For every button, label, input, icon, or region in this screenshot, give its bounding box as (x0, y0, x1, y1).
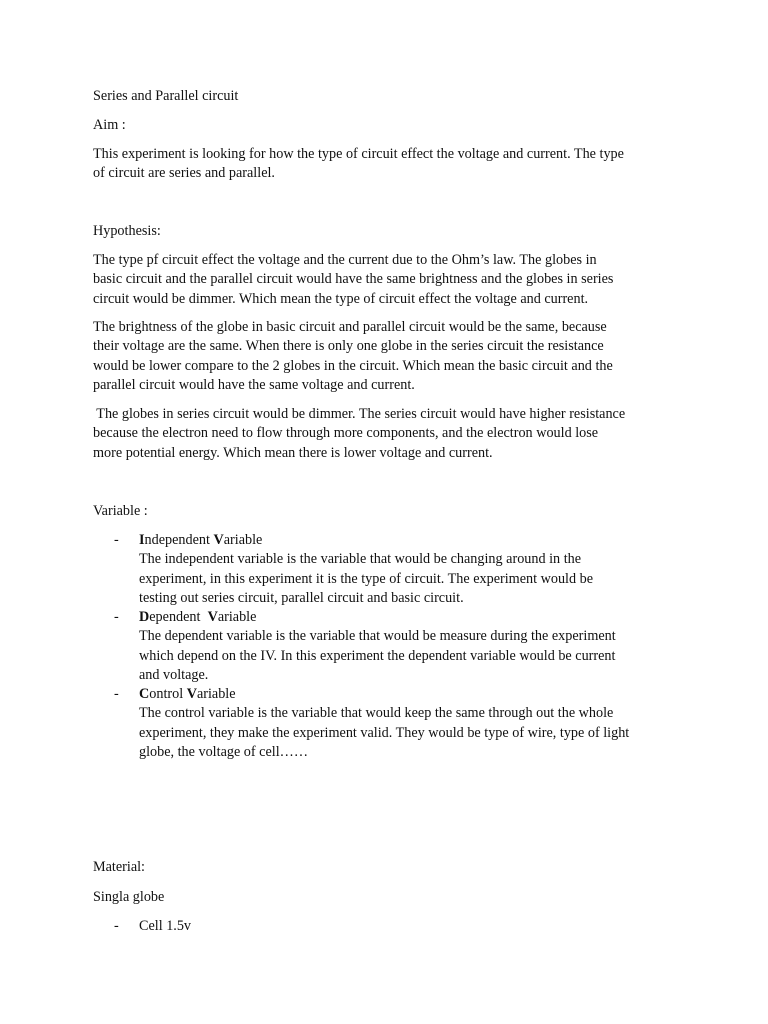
title-initial: D (139, 609, 150, 625)
material-heading: Material: (93, 859, 145, 875)
hypothesis-paragraph-1 (93, 251, 693, 309)
text-line: This experiment is looking for how the type of circuit effect the voltage and current. The type (93, 146, 624, 162)
text-line: The brightness of the globe in basic circuit and parallel circuit would be the same, because (93, 319, 607, 335)
hypothesis-heading: Hypothesis: (93, 223, 161, 239)
title-initial: V (186, 686, 197, 702)
title-initial: I (139, 532, 145, 548)
text-line: Cell 1.5v (139, 918, 192, 934)
list-item-title (139, 531, 699, 550)
title-initial: C (139, 686, 150, 702)
text-line: parallel circuit would have the same voltage and current. (93, 376, 415, 393)
list-item-body (139, 685, 699, 762)
aim-paragraph (93, 145, 693, 184)
text-line: The independent variable is the variable that would be changing around in the (139, 551, 582, 568)
text-line: The dependent variable is the variable that would be measure during the experiment (139, 628, 616, 645)
title-part: ariable (196, 686, 236, 702)
title-part: ariable (217, 609, 257, 625)
list-dash: - (114, 918, 119, 934)
text-line: The control variable is the variable that would keep the same through out the whole (139, 705, 614, 722)
title-part: ariable (223, 532, 263, 548)
list-item-title (139, 608, 699, 627)
variable-heading: Variable : (93, 503, 148, 519)
hypothesis-paragraph-2 (93, 318, 693, 395)
text-line: would be lower compare to the 2 globes in the circuit. Which mean the basic circuit and the (93, 357, 613, 374)
text-line: of circuit are series and parallel. (93, 165, 275, 182)
text-line: The type pf circuit effect the voltage and the current due to the Ohm’s law. The globes in (93, 252, 597, 268)
title-initial: V (213, 532, 224, 548)
text-line: circuit would be dimmer. Which mean the type of circuit effect the voltage and current. (93, 290, 589, 307)
title-part: ependent (149, 609, 208, 625)
material-subheading: Singla globe (93, 889, 165, 905)
text-line: basic circuit and the parallel circuit would have the same brightness and the globes in series (93, 271, 614, 288)
text-line: The globes in series circuit would be dimmer. The series circuit would have higher resistance (93, 406, 626, 422)
title-part: ontrol (149, 686, 187, 702)
list-dash: - (114, 609, 119, 625)
text-line: and voltage. (139, 666, 209, 683)
list-item-title (139, 685, 699, 704)
list-item-body (139, 531, 699, 608)
document-title: Series and Parallel circuit (93, 88, 239, 104)
text-line: more potential energy. Which mean there is lower voltage and current. (93, 444, 493, 461)
list-dash: - (114, 532, 119, 548)
list-item-body (139, 608, 699, 685)
list-dash: - (114, 686, 119, 702)
title-initial: V (207, 609, 218, 625)
text-line: globe, the voltage of cell…… (139, 743, 309, 760)
text-line: testing out series circuit, parallel circuit and basic circuit. (139, 589, 464, 606)
text-line: which depend on the IV. In this experiment the dependent variable would be current (139, 647, 616, 664)
text-line: experiment, they make the experiment valid. They would be type of wire, type of light (139, 724, 630, 741)
text-line: experiment, in this experiment it is the type of circuit. The experiment would be (139, 570, 594, 587)
list-item-body (139, 917, 699, 936)
hypothesis-paragraph-3 (93, 405, 693, 463)
aim-heading: Aim : (93, 117, 126, 133)
text-line: their voltage are the same. When there is only one globe in the series circuit the resistance (93, 338, 604, 355)
title-part: ndependent (144, 532, 214, 548)
text-line: because the electron need to flow through more components, and the electron would lose (93, 425, 599, 442)
